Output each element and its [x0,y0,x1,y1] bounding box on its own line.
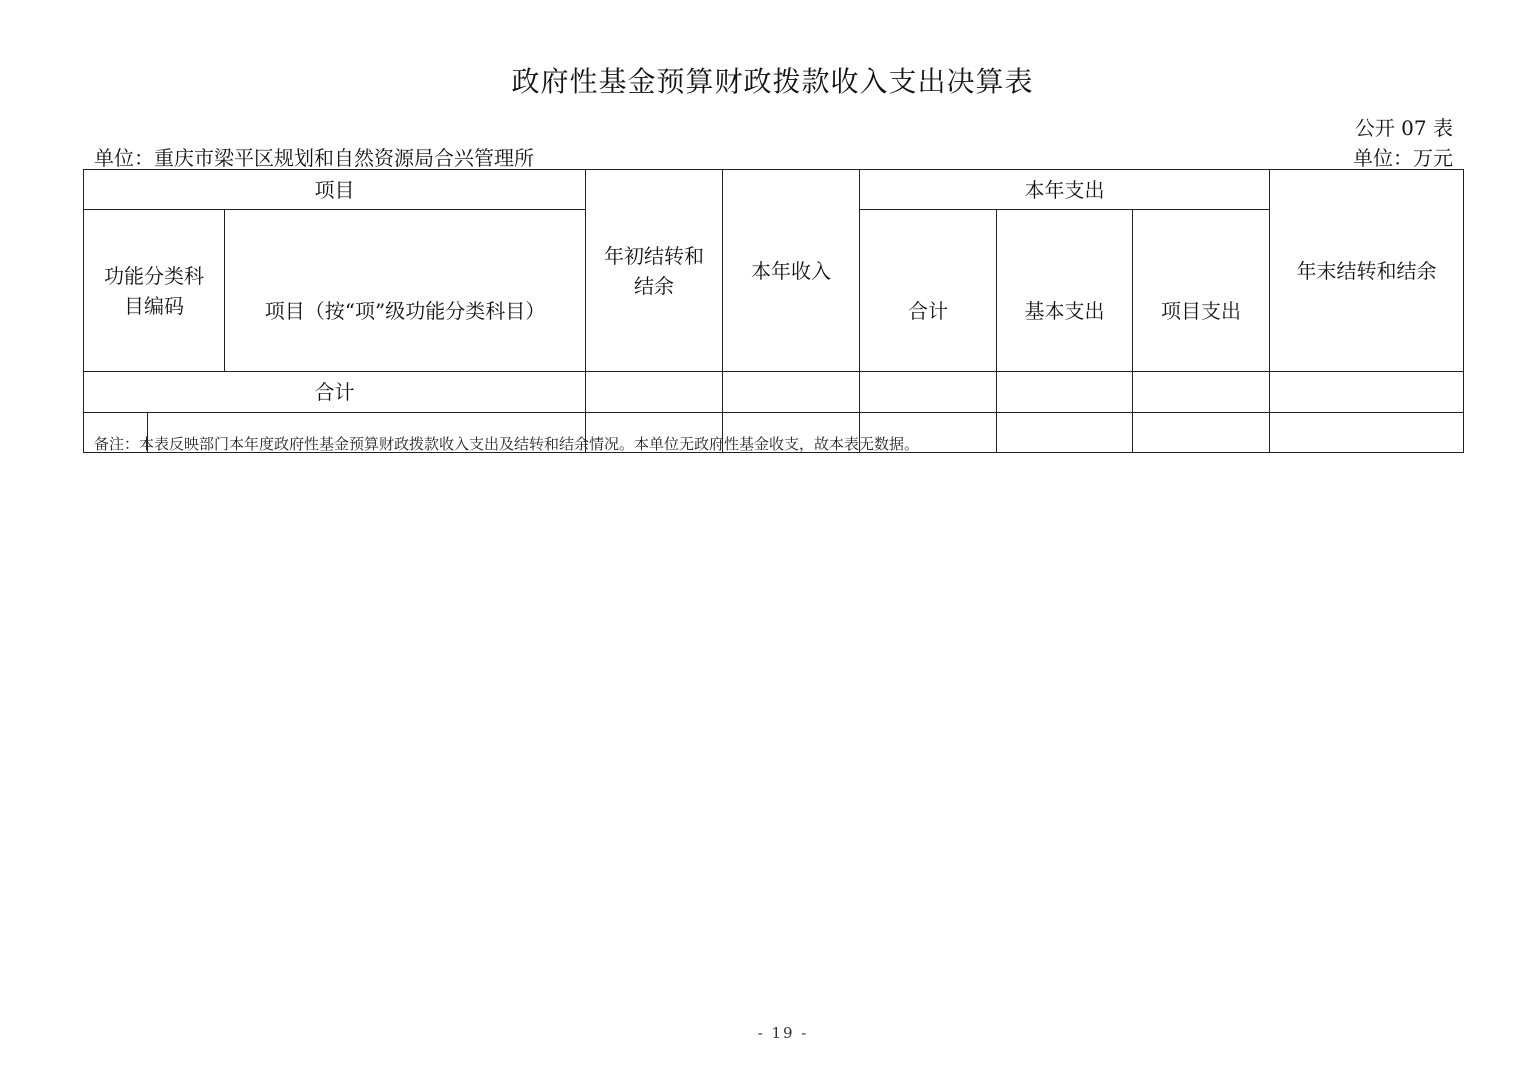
total-row [84,372,1464,413]
unit-name: 单位：重庆市梁平区规划和自然资源局合兴管理所 [94,146,534,170]
total-expense-project [1133,372,1270,413]
page-title: 政府性基金预算财政拨款收入支出决算表 [511,65,1034,98]
header-func-code [84,210,225,372]
total-income [723,372,860,413]
form-number: 公开 07 表 [1354,116,1453,140]
total-end-balance [1270,372,1464,413]
total-begin-balance [586,372,723,413]
total-row-label: 合计 [84,372,586,413]
header-func-code-text: 功能分类科目编码 [104,263,204,318]
total-expense-total [860,372,997,413]
header-expense: 本年支出 [860,170,1270,210]
table-note: 备注：本表反映部门本年度政府性基金预算财政拨款收入支出及结转和结余情况。本单位无政府性基金收支，故本表无数据。 [94,435,920,453]
header-total: 合计 [860,210,997,372]
header-project: 项目支出 [1133,210,1270,372]
header-end-balance: 年末结转和结余 [1270,170,1464,372]
header-income: 本年收入 [723,170,860,372]
data-expense-basic [997,413,1133,453]
budget-table [83,169,1464,453]
total-expense-basic [997,372,1133,413]
header-item: 项目 [84,170,586,210]
header-begin-balance-text: 年初结转和结余 [604,243,705,298]
header-basic: 基本支出 [997,210,1133,372]
header-row-1 [84,170,1464,210]
data-expense-project [1133,413,1270,453]
data-end-balance [1270,413,1464,453]
currency-unit: 单位：万元 [1353,146,1453,170]
header-begin-balance [586,170,723,372]
header-item-name: 项目（按“项”级功能分类科目） [225,210,586,372]
page-number: - 19 - [757,1024,809,1042]
